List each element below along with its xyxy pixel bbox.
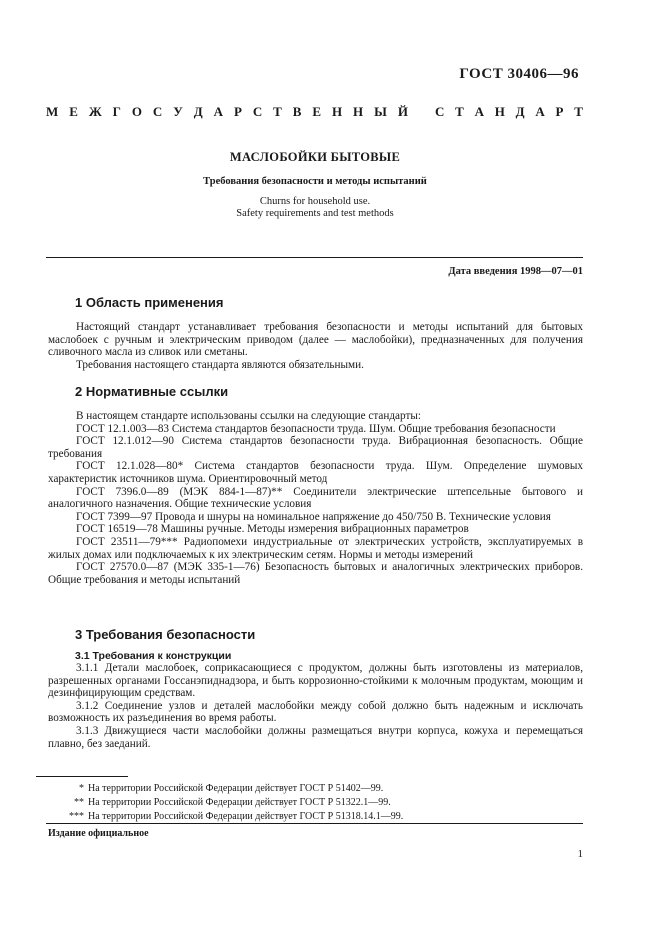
banner-letter: Г bbox=[112, 104, 121, 119]
banner-letter: А bbox=[474, 104, 484, 119]
footnote-mark: *** bbox=[69, 811, 84, 822]
footnote-text: На территории Российской Федерации действует ГОСТ Р 51322.1—99. bbox=[88, 797, 391, 808]
banner-letter: Е bbox=[312, 104, 322, 119]
section-heading-scope: 1 Область применения bbox=[75, 295, 224, 310]
reference-item: ГОСТ 7396.0—89 (МЭК 884-1—87)** Соединители электрические штепсельные бытового и аналогичного назначения. Общие технические условия bbox=[48, 485, 583, 511]
footnote-text: На территории Российской Федерации действует ГОСТ Р 51318.14.1—99. bbox=[88, 811, 404, 822]
banner-letter: А bbox=[213, 104, 223, 119]
top-divider bbox=[46, 257, 583, 258]
banner-letter: Ы bbox=[374, 104, 387, 119]
paragraph: 3.1.1 Детали маслобоек, соприкасающиеся с продуктом, должны быть изготовлены из материалов, разрешенных органами Госсанэпиднадзора, и быть коррозионно-стойкими к молочным продуктам, моющим и дезинфицирующим средствам. bbox=[48, 662, 583, 700]
paragraph: В настоящем стандарте использованы ссылки на следующие стандарты: bbox=[76, 410, 421, 422]
banner-letter: Е bbox=[69, 104, 78, 119]
footnote-mark: * bbox=[79, 783, 84, 794]
reference-item: ГОСТ 12.1.028—80* Система стандартов безопасности труда. Шум. Определение шумовых характеристик источников шума. Ориентировочный метод bbox=[48, 460, 583, 485]
banner-word-standard bbox=[435, 104, 583, 120]
section-heading-safety: 3 Требования безопасности bbox=[75, 627, 256, 642]
section-safety-body bbox=[48, 662, 583, 750]
footnote bbox=[48, 810, 403, 824]
banner-letter: Ж bbox=[88, 104, 102, 119]
footnote bbox=[48, 796, 403, 810]
reference-item: ГОСТ 7399—97 Провода и шнуры на номинальное напряжение до 450/750 В. Технические условия bbox=[76, 510, 551, 523]
subsection-heading-design: 3.1 Требования к конструкции bbox=[75, 650, 232, 662]
banner-letter: В bbox=[292, 104, 302, 119]
reference-item: ГОСТ 12.1.003—83 Система стандартов безопасности труда. Шум. Общие требования безопасности bbox=[76, 422, 556, 435]
page-number: 1 bbox=[577, 848, 583, 860]
banner-letter: О bbox=[131, 104, 142, 119]
paragraph: Настоящий стандарт устанавливает требования безопасности и методы испытаний для бытовых маслобоек с ручным и электрическим приводом (далее — маслобойки), предназначенных для получения сливочного масла из сливок или сметаны. bbox=[48, 321, 583, 359]
banner-letter: Д bbox=[515, 104, 525, 119]
banner-letter: С bbox=[152, 104, 163, 119]
reference-item: ГОСТ 12.1.012—90 Система стандартов безопасности труда. Вибрационная безопасность. Общие требования bbox=[48, 435, 583, 460]
footnotes bbox=[48, 782, 403, 824]
banner-letter: Р bbox=[233, 104, 242, 119]
footnote-mark: ** bbox=[74, 797, 84, 808]
banner-letter: Р bbox=[555, 104, 564, 119]
footnote-text: На территории Российской Федерации действует ГОСТ Р 51402—99. bbox=[88, 783, 384, 794]
paragraph: 3.1.2 Соединение узлов и деталей маслобойки между собой должно быть надежным и исключать возможность их разъединения во время работы. bbox=[48, 699, 583, 725]
bottom-divider bbox=[46, 823, 583, 824]
paragraph: Требования настоящего стандарта являются обязательными. bbox=[76, 358, 364, 371]
section-references-body bbox=[48, 410, 583, 586]
banner-letter: Н bbox=[494, 104, 505, 119]
introduction-date: Дата введения 1998—07—01 bbox=[448, 266, 583, 277]
interstate-standard-banner bbox=[46, 104, 583, 120]
banner-letter: Т bbox=[574, 104, 583, 119]
banner-letter: Д bbox=[193, 104, 203, 119]
reference-item: ГОСТ 23511—79*** Радиопомехи индустриальные от электрических устройств, эксплуатируемых в жилых домах или подключаемых к их электрическим сетям. Нормы и методы измерений bbox=[48, 535, 583, 561]
document-subtitle: Требования безопасности и методы испытаний bbox=[203, 176, 427, 187]
banner-letter: Й bbox=[397, 104, 408, 119]
banner-letter: Н bbox=[331, 104, 343, 119]
banner-word-interstate bbox=[46, 104, 408, 120]
english-title-line-1: Churns for household use. bbox=[259, 196, 371, 207]
banner-letter: С bbox=[252, 104, 263, 119]
banner-letter: С bbox=[435, 104, 445, 119]
section-scope-body bbox=[48, 321, 583, 371]
banner-letter: Н bbox=[353, 104, 364, 119]
section-heading-references: 2 Нормативные ссылки bbox=[75, 384, 229, 399]
reference-item: ГОСТ 16519—78 Машины ручные. Методы измерения вибрационных параметров bbox=[76, 523, 469, 536]
banner-letter: М bbox=[46, 104, 59, 119]
banner-letter: А bbox=[535, 104, 545, 119]
banner-letter: У bbox=[173, 104, 183, 119]
reference-item: ГОСТ 27570.0—87 (МЭК 335-1—76) Безопасность бытовых и аналогичных электрических приборов. Общие требования и методы испытаний bbox=[48, 561, 583, 586]
doc-code: ГОСТ 30406—96 bbox=[459, 66, 579, 82]
paragraph: 3.1.3 Движущиеся части маслобойки должны размещаться внутри корпуса, кожуха и перемещаться плавно, без заеданий. bbox=[48, 724, 583, 750]
official-edition-label: Издание официальное bbox=[48, 828, 149, 839]
document-title: МАСЛОБОЙКИ БЫТОВЫЕ bbox=[229, 150, 401, 164]
footnote bbox=[48, 782, 403, 796]
english-title-line-2: Safety requirements and test methods bbox=[236, 208, 394, 219]
footnote-rule bbox=[36, 776, 128, 777]
banner-letter: Т bbox=[455, 104, 464, 119]
banner-letter: Т bbox=[273, 104, 282, 119]
